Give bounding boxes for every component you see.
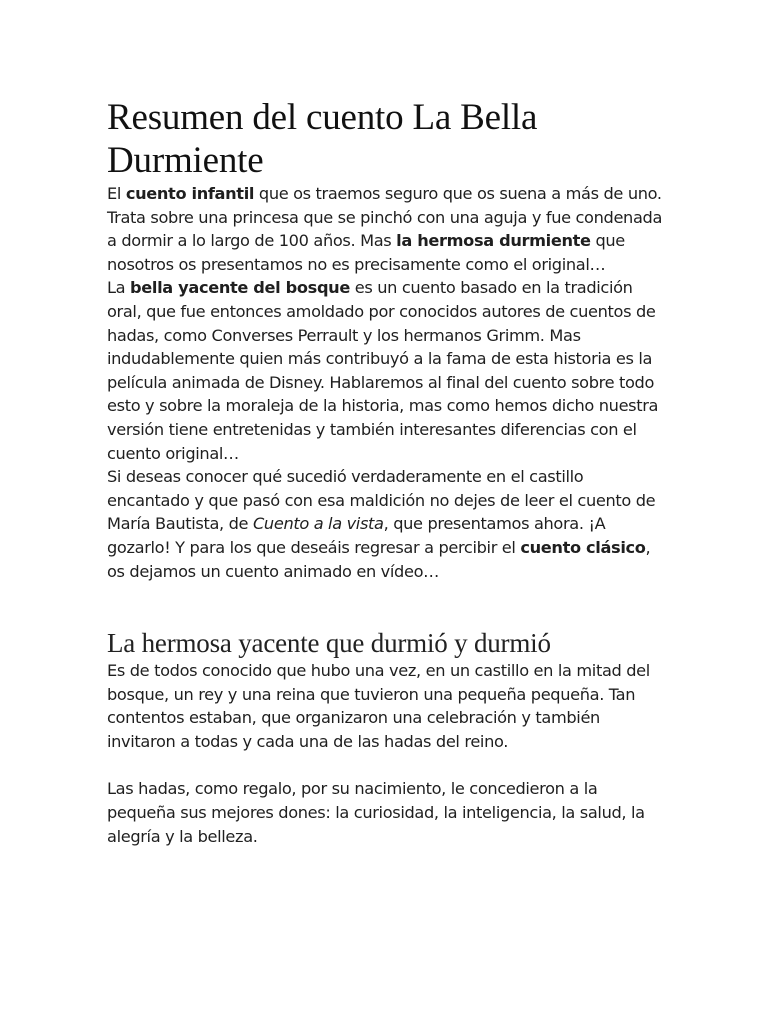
section-spacer [107,583,667,627]
page-title: Resumen del cuento La Bella Durmiente [107,97,538,181]
bold-run: cuento clásico [520,537,646,557]
text-run: La [107,278,131,298]
document-page [107,96,667,848]
bold-run: bella yacente del bosque [130,278,350,298]
text-run: , os dejamos un cuento animado en vídeo… [107,537,651,581]
text-run: , que presentamos ahora. ¡A gozarlo! Y para los que deseáis regresar a percibir el [107,514,606,557]
section-paragraph-2: Las hadas, como regalo, por su nacimiento, le concedieron a la pequeña sus mejores dones: la curiosidad, la inteligencia, la salud, la alegría y la belleza. [107,779,645,846]
text-run: es un cuento basado en la tradición oral, que fue entonces amoldado por conocidos autores de cuentos de hadas, como Converses Perrault y los hermanos Grimm. Mas indudablemente quien más contribuyó a la fama de esta historia es la película animada de Disney. Hablaremos al final del cuento sobre todo esto y sobre la moraleja de la historia, mas como hemos dicho nuestra versión tiene entretenidas y también interesantes diferencias con el cuento original… [107,278,659,463]
intro-paragraph-2 [107,276,667,465]
text-run: que nosotros os presentamos no es precisamente como el original… [107,231,625,274]
italic-run: Cuento a la vista [252,514,384,534]
bold-run: cuento infantil [125,184,255,203]
intro-paragraph-3 [107,465,667,583]
section-paragraph-1: Es de todos conocido que hubo una vez, en un castillo en la mitad del bosque, un rey y una reina que tuvieron una pequeña pequeña. Tan contentos estaban, que organizaron una celebración y también invitaron a todas y cada una de las hadas del reino. [107,661,650,751]
text-run: El [107,184,126,203]
section-heading: La hermosa yacente que durmió y durmió [107,628,551,659]
intro-paragraph-1 [107,182,667,276]
text-run: Si deseas conocer qué sucedió verdaderamente en el castillo encantado y que pasó con esa maldición no dejes de leer el cuento de María Bautista, de [107,467,656,534]
bold-run: la hermosa durmiente [396,231,591,251]
text-run: que os traemos seguro que os suena a más de uno. Trata sobre una princesa que se pinchó con una aguja y fue condenada a dormir a lo largo de 100 años. Mas [107,184,663,251]
paragraph-spacer [107,753,667,777]
